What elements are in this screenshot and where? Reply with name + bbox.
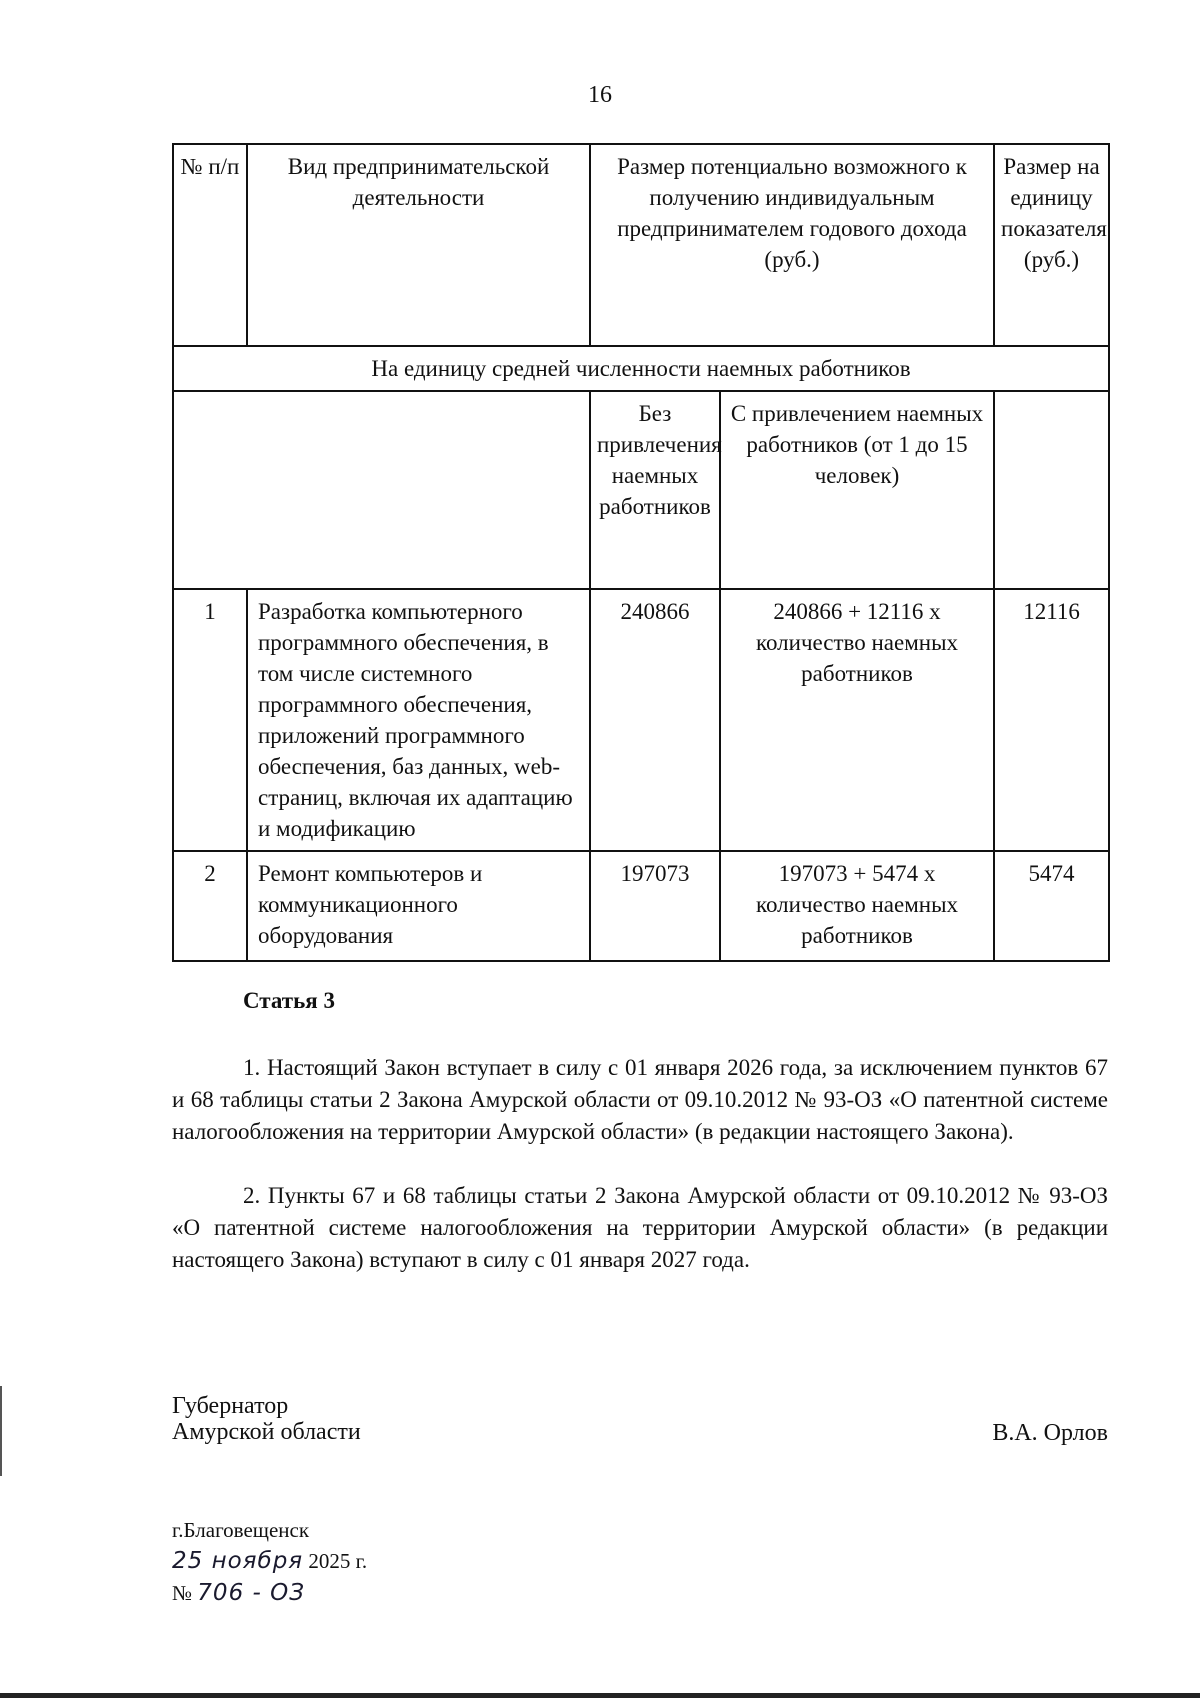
scan-edge-mark	[0, 1386, 2, 1476]
header-num: № п/п	[173, 144, 247, 346]
page-number: 16	[588, 82, 612, 108]
subheader-without: Без привлечения наемных работников	[590, 391, 720, 589]
subheader-empty	[173, 391, 590, 589]
row-per-unit: 12116	[994, 589, 1109, 851]
header-per-unit: Размер на единицу показателя (руб.)	[994, 144, 1109, 346]
scan-bottom-line	[0, 1693, 1200, 1698]
row-activity: Разработка компьютерного программного обеспечения, в том числе системного программного обеспечения, приложений программного обеспечения, баз данных, web-страниц, включая их адаптацию и модификацию	[247, 589, 590, 851]
article-paragraph-1: 1. Настоящий Закон вступает в силу с 01 января 2026 года, за исключением пунктов 67 и 68 таблицы статьи 2 Закона Амурской области от 09.10.2012 № 93-ОЗ «О патентной системе налогообложения на территории Амурской области» (в редакции настоящего Закона).	[172, 1055, 1108, 1144]
table-row	[173, 589, 1109, 851]
span-row-label: На единицу средней численности наемных работников	[173, 346, 1109, 391]
footer-number	[172, 1580, 305, 1606]
patent-income-table	[172, 143, 1110, 962]
table-header-row	[173, 144, 1109, 346]
footer-year: 2025 г.	[308, 1549, 368, 1573]
governor-title-line-2: Амурской области	[172, 1419, 361, 1445]
row-per-unit: 5474	[994, 851, 1109, 961]
table-span-row	[173, 346, 1109, 391]
subheader-empty-right	[994, 391, 1109, 589]
table-subheader-row	[173, 391, 1109, 589]
row-with: 240866 + 12116 х количество наемных работников	[720, 589, 994, 851]
header-activity: Вид предпринимательской деятельности	[247, 144, 590, 346]
article-paragraph-2: 2. Пункты 67 и 68 таблицы статьи 2 Закона Амурской области от 09.10.2012 № 93-ОЗ «О патентной системе налогообложения на территории Амурской области» (в редакции настоящего Закона) вступают в силу с 01 января 2027 года.	[172, 1183, 1108, 1272]
governor-title	[172, 1393, 361, 1445]
governor-title-line-1: Губернатор	[172, 1393, 289, 1419]
header-income: Размер потенциально возможного к получению индивидуальным предпринимателем годового дохода (руб.)	[590, 144, 994, 346]
handwritten-number: 706 - ОЗ	[197, 1580, 305, 1606]
handwritten-date: 25 ноября	[172, 1548, 304, 1574]
row-with: 197073 + 5474 х количество наемных работников	[720, 851, 994, 961]
number-prefix: №	[172, 1581, 193, 1605]
row-without: 240866	[590, 589, 720, 851]
footer-city: г.Благовещенск	[172, 1518, 310, 1542]
row-num: 1	[173, 589, 247, 851]
governor-name: В.А. Орлов	[992, 1420, 1108, 1446]
table-row	[173, 851, 1109, 961]
subheader-with: С привлечением наемных работников (от 1 до 15 человек)	[720, 391, 994, 589]
row-activity: Ремонт компьютеров и коммуникационного оборудования	[247, 851, 590, 961]
row-without: 197073	[590, 851, 720, 961]
article-title: Статья 3	[243, 988, 335, 1013]
row-num: 2	[173, 851, 247, 961]
footer-date	[172, 1548, 367, 1574]
